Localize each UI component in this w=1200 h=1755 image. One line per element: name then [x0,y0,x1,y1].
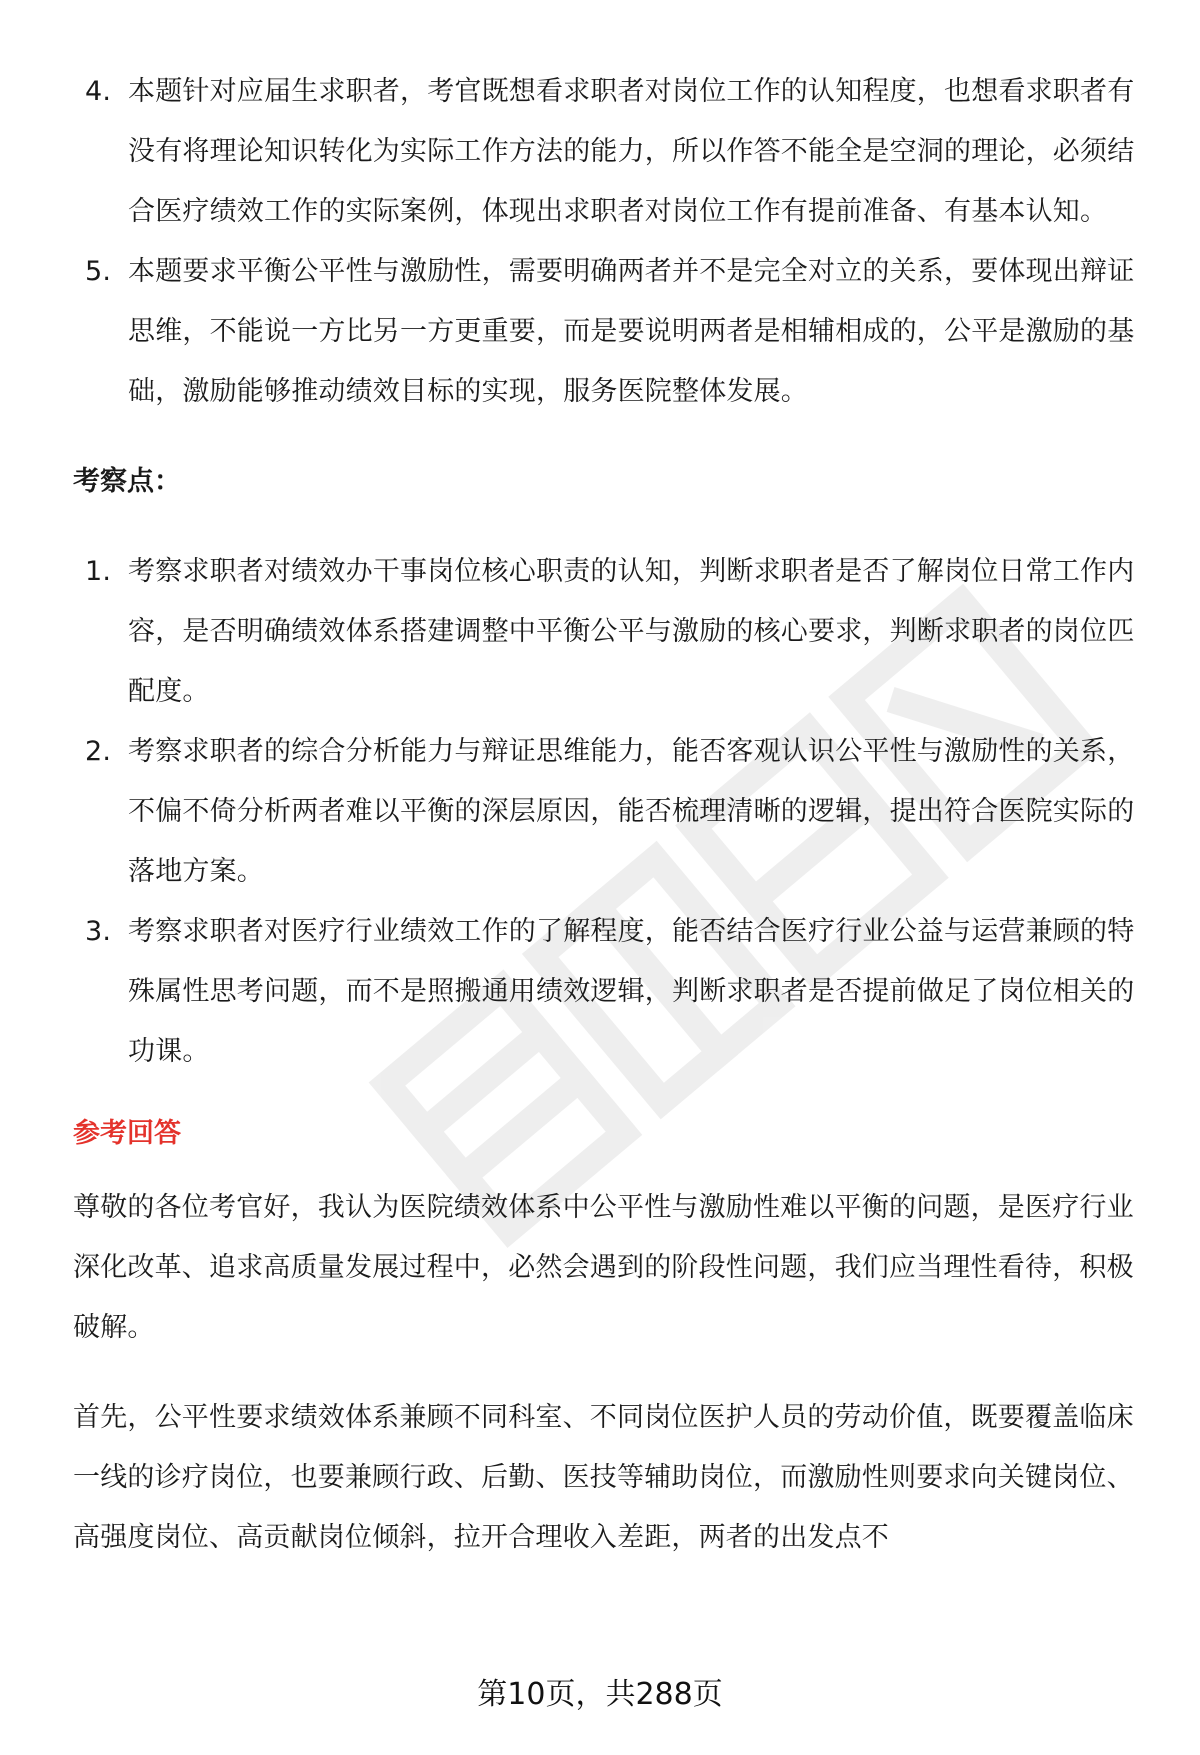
list-item-text: 考察求职者对医疗行业绩效工作的了解程度，能否结合医疗行业公益与运营兼顾的特殊属性思考问题，而不是照搬通用绩效逻辑，判断求职者是否提前做足了岗位相关的功课。 [128,916,1135,1067]
list-item [73,722,1135,902]
page-content [73,62,1135,1568]
answer-paragraph: 尊敬的各位考官好，我认为医院绩效体系中公平性与激励性难以平衡的问题，是医疗行业深化改革、追求高质量发展过程中，必然会遇到的阶段性问题，我们应当理性看待，积极破解。 [73,1192,1134,1343]
list-item [73,542,1135,722]
list-item-number: 3. [85,916,112,947]
intro-list [73,62,1135,422]
list-item-number: 5. [85,256,112,287]
list-item-number: 4. [85,76,112,107]
list-item-text: 本题要求平衡公平性与激励性，需要明确两者并不是完全对立的关系，要体现出辩证思维，不能说一方比另一方更重要，而是要说明两者是相辅相成的，公平是激励的基础，激励能够推动绩效目标的实现，服务医院整体发展。 [128,256,1135,407]
list-item-number: 2. [85,736,112,767]
reference-answer-heading: 参考回答 [73,1118,181,1149]
exam-points-list [73,542,1135,1082]
list-item [73,902,1135,1082]
list-item [73,62,1135,242]
list-item-text: 考察求职者对绩效办干事岗位核心职责的认知，判断求职者是否了解岗位日常工作内容，是否明确绩效体系搭建调整中平衡公平与激励的核心要求，判断求职者的岗位匹配度。 [128,556,1135,707]
list-item-text: 本题针对应届生求职者，考官既想看求职者对岗位工作的认知程度，也想看求职者有没有将理论知识转化为实际工作方法的能力，所以作答不能全是空洞的理论，必须结合医疗绩效工作的实际案例，体现出求职者对岗位工作有提前准备、有基本认知。 [128,76,1135,227]
page-footer: 第10页，共288页 [477,1677,723,1712]
list-item-number: 1. [85,556,112,587]
list-item-text: 考察求职者的综合分析能力与辩证思维能力，能否客观认识公平性与激励性的关系，不偏不倚分析两者难以平衡的深层原因，能否梳理清晰的逻辑，提出符合医院实际的落地方案。 [128,736,1135,887]
list-item [73,242,1135,422]
answer-paragraph: 首先，公平性要求绩效体系兼顾不同科室、不同岗位医护人员的劳动价值，既要覆盖临床一线的诊疗岗位，也要兼顾行政、后勤、医技等辅助岗位，而激励性则要求向关键岗位、高强度岗位、高贡献岗位倾斜，拉开合理收入差距，两者的出发点不 [73,1402,1134,1553]
exam-points-heading: 考察点： [73,466,181,497]
